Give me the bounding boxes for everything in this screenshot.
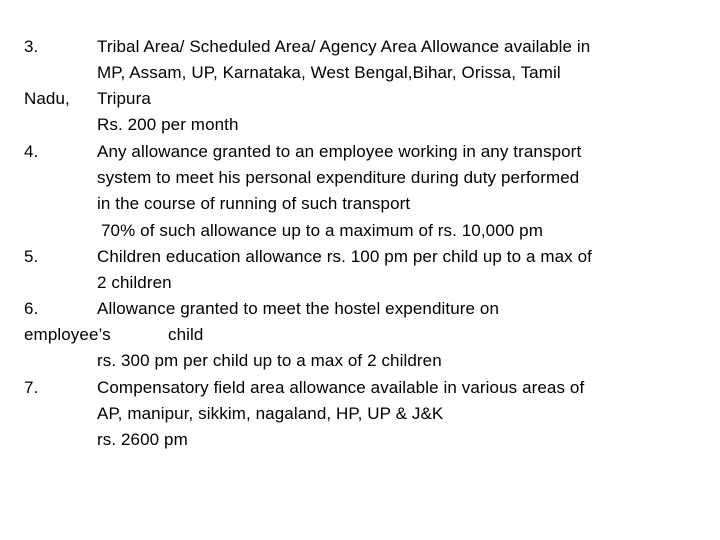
item-amount-line: 70% of such allowance up to a maximum of rs. 10,000 pm bbox=[101, 221, 543, 240]
item-amount-line: rs. 2600 pm bbox=[97, 430, 188, 449]
item-amount-line: Rs. 200 per month bbox=[97, 115, 239, 134]
item-amount-line: rs. 300 pm per child up to a max of 2 children bbox=[97, 351, 442, 370]
item-text-line: in the course of running of such transport bbox=[97, 194, 411, 213]
item-number: 7. bbox=[24, 378, 39, 397]
item-number: 6. bbox=[24, 299, 39, 318]
item-text-line: MP, Assam, UP, Karnataka, West Bengal,Bihar, Orissa, Tamil bbox=[97, 63, 561, 82]
item-text-line: AP, manipur, sikkim, nagaland, HP, UP & J&K bbox=[97, 404, 444, 423]
item-text-line: 2 children bbox=[97, 273, 172, 292]
item-text-line: employee’s bbox=[24, 325, 111, 344]
item-text-line: Any allowance granted to an employee working in any transport bbox=[97, 142, 582, 161]
item-number: 4. bbox=[24, 142, 39, 161]
item-text-line: Allowance granted to meet the hostel expenditure on bbox=[97, 299, 500, 318]
item-number: 3. bbox=[24, 37, 39, 56]
item-text-line: Tribal Area/ Scheduled Area/ Agency Area Allowance available in bbox=[97, 37, 591, 56]
item-text-line: Nadu, bbox=[24, 89, 70, 108]
item-number: 5. bbox=[24, 247, 39, 266]
item-text-line: system to meet his personal expenditure during duty performed bbox=[97, 168, 580, 187]
item-text-line: Children education allowance rs. 100 pm per child up to a max of bbox=[97, 247, 592, 266]
item-text-line: Compensatory field area allowance available in various areas of bbox=[97, 378, 585, 397]
item-text-line: child bbox=[168, 325, 204, 344]
item-text-line: Tripura bbox=[97, 89, 151, 108]
